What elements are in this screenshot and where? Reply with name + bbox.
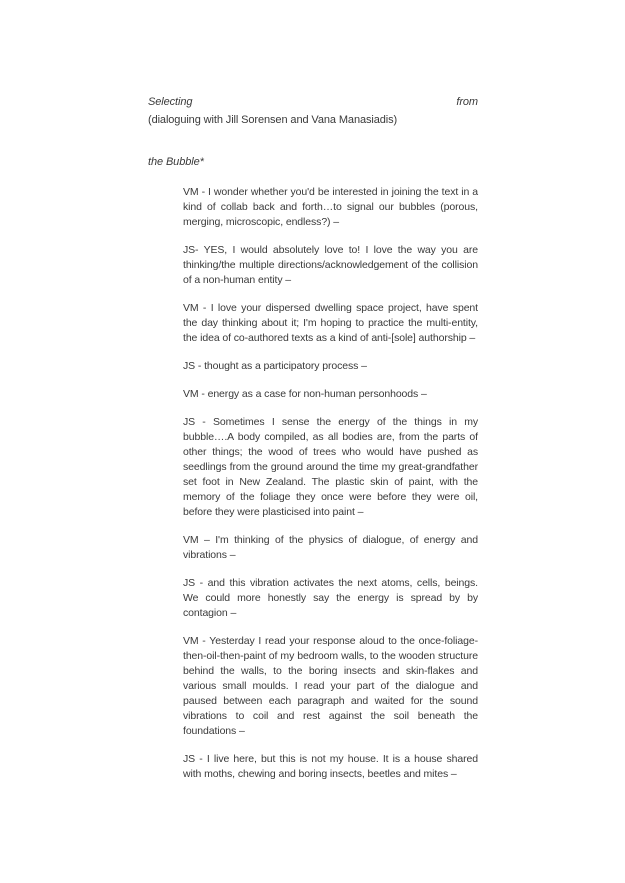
dialogue-paragraph: JS - I live here, but this is not my house. It is a house shared with moths, chewing and boring insects, beetles and mites – — [183, 753, 478, 780]
dialogue-paragraph: VM - energy as a case for non-human personhoods – — [183, 388, 427, 400]
document-title-left: Selecting — [148, 96, 193, 108]
dialogue-paragraph: JS - Sometimes I sense the energy of the things in my bubble….A body compiled, as all bodies are, from the parts of other things; the wood of trees who would have pushed as seedlings from the ground around the time my great-grandfather set foot in New Zealand. The plastic skin of paint, with the memory of the foliage they once were before they were oil, before they were plasticised into paint – — [183, 416, 478, 518]
section-title: the Bubble* — [148, 156, 204, 168]
dialogue-paragraph: JS - thought as a participatory process – — [183, 360, 367, 372]
document-subtitle: (dialoguing with Jill Sorensen and Vana Manasiadis) — [148, 114, 398, 126]
dialogue-paragraph: VM - I love your dispersed dwelling space project, have spent the day thinking about it; I'm hoping to practice the multi-entity, the idea of co-authored texts as a kind of anti-[sole] authorship – — [183, 302, 478, 344]
document-title-right: from — [456, 96, 478, 108]
dialogue-paragraph: VM - Yesterday I read your response aloud to the once-foliage-then-oil-then-paint of my bedroom walls, to the wooden structure behind the walls, to the boring insects and skin-flakes and various small moulds. I read your part of the dialogue and paused between each paragraph and waited for the sound vibrations to coil and rest against the soil beneath the foundations – — [183, 635, 478, 737]
dialogue-paragraph: VM – I'm thinking of the physics of dialogue, of energy and vibrations – — [183, 534, 478, 561]
document-title-row — [148, 95, 478, 110]
dialogue-block — [183, 185, 478, 782]
dialogue-paragraph: VM - I wonder whether you'd be interested in joining the text in a kind of collab back and forth…to signal our bubbles (porous, merging, microscopic, endless?) – — [183, 186, 478, 228]
dialogue-paragraph: JS - and this vibration activates the next atoms, cells, beings. We could more honestly say the energy is spread by by contagion – — [183, 577, 478, 619]
dialogue-paragraph: JS- YES, I would absolutely love to! I love the way you are thinking/the multiple directions/acknowledgement of the collision of a non-human entity – — [183, 244, 478, 286]
